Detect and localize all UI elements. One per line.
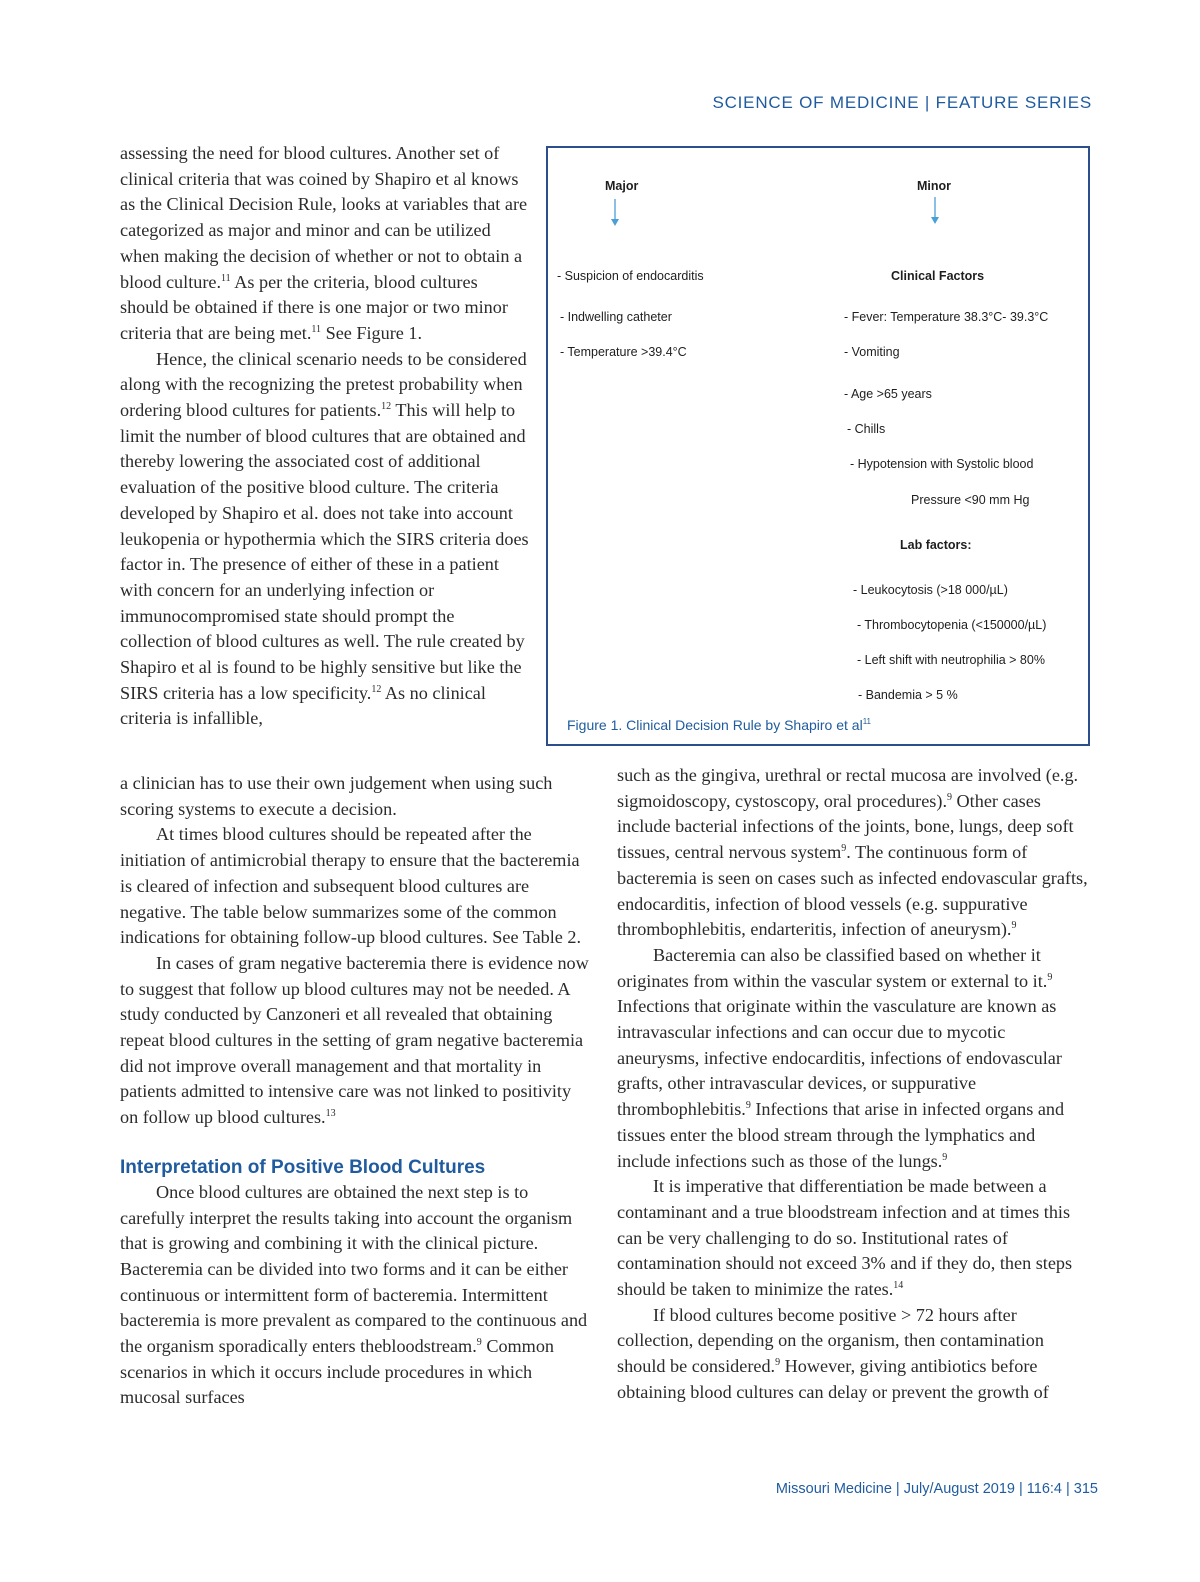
running-header: SCIENCE OF MEDICINE | FEATURE SERIES bbox=[712, 93, 1092, 112]
reference-marker: 9 bbox=[841, 843, 847, 855]
reference-marker: 9 bbox=[476, 1337, 482, 1349]
major-criterion: - Temperature >39.4°C bbox=[560, 345, 687, 359]
reference-marker: 9 bbox=[745, 1100, 751, 1112]
lab-criterion: - Bandemia > 5 % bbox=[858, 688, 958, 702]
paragraph: Hence, the clinical scenario needs to be considered along with the recognizing the pretest probability when ordering blood cultures for patients.$^{12}$ This will help to limit the number of blood cultures that are obtained and thereby lowering the associated cost of additional evaluation of the positive blood culture. The criteria developed by Shapiro et al. does not take into account leukopenia or hypothermia which the SIRS criteria does factor in. The presence of either of these in a patient with concern for an underlying infection or immunocompromised state should prompt the collection of blood cultures as well. The rule created by Shapiro et al is found to be highly sensitive but like the SIRS criteria has a low specificity.$^{12}$ As no clinical criteria is infallible, bbox=[120, 348, 529, 729]
major-criterion: - Suspicion of endocarditis bbox=[557, 269, 704, 283]
reference-marker: 12 bbox=[371, 683, 382, 695]
paragraph: It is imperative that differentiation be made between a contaminant and a true bloodstream infection and at times this can be very challenging to do so. Institutional rates of contamination should not exceed 3% and if they do, then steps should be taken to minimize the rates.$^{14}$ bbox=[617, 1176, 1073, 1300]
page-footer: Missouri Medicine | July/August 2019 | 116:4 | 315 bbox=[775, 1481, 1098, 1497]
paragraph: If blood cultures become positive > 72 hours after collection, depending on the organism, then contamination should be considered.$^9$ However, giving antibiotics before obtaining blood cultures can delay or prevent the growth of bbox=[617, 1304, 1049, 1402]
left-column-top bbox=[120, 141, 530, 732]
major-column-label: Major bbox=[605, 179, 639, 193]
section-heading: Interpretation of Positive Blood Cultures bbox=[120, 1156, 486, 1178]
reference-marker: 9 bbox=[942, 1151, 948, 1163]
paragraph: a clinician has to use their own judgement when using such scoring systems to execute a decision. bbox=[120, 773, 553, 819]
minor-criterion: - Hypotension with Systolic blood bbox=[850, 457, 1034, 471]
reference-marker: 11 bbox=[862, 717, 872, 726]
lab-criterion: - Thrombocytopenia (<150000/µL) bbox=[857, 618, 1047, 632]
minor-criterion: - Chills bbox=[847, 422, 886, 436]
lab-criterion: - Left shift with neutrophilia > 80% bbox=[857, 653, 1045, 667]
reference-marker: 11 bbox=[311, 323, 322, 335]
reference-marker: 11 bbox=[221, 272, 231, 284]
minor-column-label: Minor bbox=[917, 179, 952, 193]
minor-criterion: - Fever: Temperature 38.3°C- 39.3°C bbox=[844, 310, 1049, 324]
minor-criterion: - Vomiting bbox=[844, 345, 900, 359]
paragraph: At times blood cultures should be repeated after the initiation of antimicrobial therapy to ensure that the bacteremia is cleared of infection and subsequent blood cultures are negative. The table below summarizes some of the common indications for obtaining follow-up blood cultures. See Table 2. bbox=[120, 824, 582, 948]
paragraph: In cases of gram negative bacteremia there is evidence now to suggest that follow up blood cultures may not be needed. A study conducted by Canzoneri et all revealed that obtaining repeat blood cultures in the setting of gram negative bacteremia did not improve overall management and that mortality in patients admitted to intensive care was not linked to positivity on follow up blood cultures.$^{13}$ bbox=[120, 952, 589, 1128]
reference-marker: 12 bbox=[381, 401, 392, 413]
reference-marker: 14 bbox=[893, 1280, 904, 1292]
lab-criterion: - Leukocytosis (>18 000/µL) bbox=[853, 583, 1008, 597]
reference-marker: 9 bbox=[775, 1357, 781, 1369]
figure-caption: Figure 1. Clinical Decision Rule by Shapiro et $al^{11}$ bbox=[567, 717, 872, 733]
arrow-down-icon bbox=[609, 199, 621, 227]
arrow-down-icon bbox=[929, 197, 941, 225]
lab-factors-heading: Lab factors: bbox=[900, 538, 972, 552]
reference-marker: 13 bbox=[325, 1108, 336, 1120]
clinical-factors-heading: Clinical Factors bbox=[891, 269, 985, 283]
minor-criterion: - Age >65 years bbox=[844, 387, 932, 401]
figure-clinical-decision-rule bbox=[546, 146, 1090, 746]
paragraph: assessing the need for blood cultures. Another set of clinical criteria that was coined by Shapiro et al knows as the Clinical Decision Rule, looks at variables that are categorized as major and minor and can be utilized when making the decision of whether or not to obtain a blood culture.$^{11}$ As per the criteria, blood cultures should be obtained if there is one major or two minor criteria that are being met.$^{11}$ See Figure 1. bbox=[120, 143, 528, 343]
paragraph: Bacteremia can also be classified based on whether it originates from within the vascular system or external to it.$^9$ Infections that originate within the vasculature are known as intravascular infections and can occur due to mycotic aneurysms, infective endocarditis, infections of endovascular grafts, other intravascular devices, or suppurative thrombophlebitis.$^9$ Infections that arise in infected organs and tissues enter the blood stream through the lymphatics and include infections such as those of the lungs.$^9$ bbox=[617, 944, 1065, 1171]
reference-marker: 9 bbox=[1011, 920, 1017, 932]
reference-marker: 9 bbox=[947, 791, 952, 803]
minor-criterion-continued: Pressure <90 mm Hg bbox=[911, 493, 1030, 507]
reference-marker: 9 bbox=[1047, 971, 1053, 983]
major-criterion: - Indwelling catheter bbox=[560, 310, 672, 324]
right-column bbox=[617, 763, 1092, 1406]
left-column-bottom bbox=[120, 771, 590, 1411]
paragraph: Once blood cultures are obtained the next step is to carefully interpret the results taking into account the organism that is growing and combining it with the clinical picture. Bacteremia can be divided into two forms and it can be either continuous or intermittent form of bacteremia. Intermittent bacteremia is more prevalent as compared to the continuous and the organism sporadically enters thebloodstream.$^9$ Common scenarios in which it occurs include procedures in which mucosal surfaces bbox=[120, 1181, 588, 1408]
paragraph: such as the gingiva, urethral or rectal mucosa are involved (e.g. sigmoidoscopy, cystoscopy, oral procedures).$^9$ Other cases include bacterial infections of the joints, bone, lungs, deep soft tissues, central nervous system$^9$. The continuous form of bacteremia is seen on cases such as infected endovascular grafts, endocarditis, infection of blood vessels (e.g. suppurative thrombophlebitis, endarteritis, infection of aneurysm).$^9$ bbox=[617, 765, 1088, 940]
